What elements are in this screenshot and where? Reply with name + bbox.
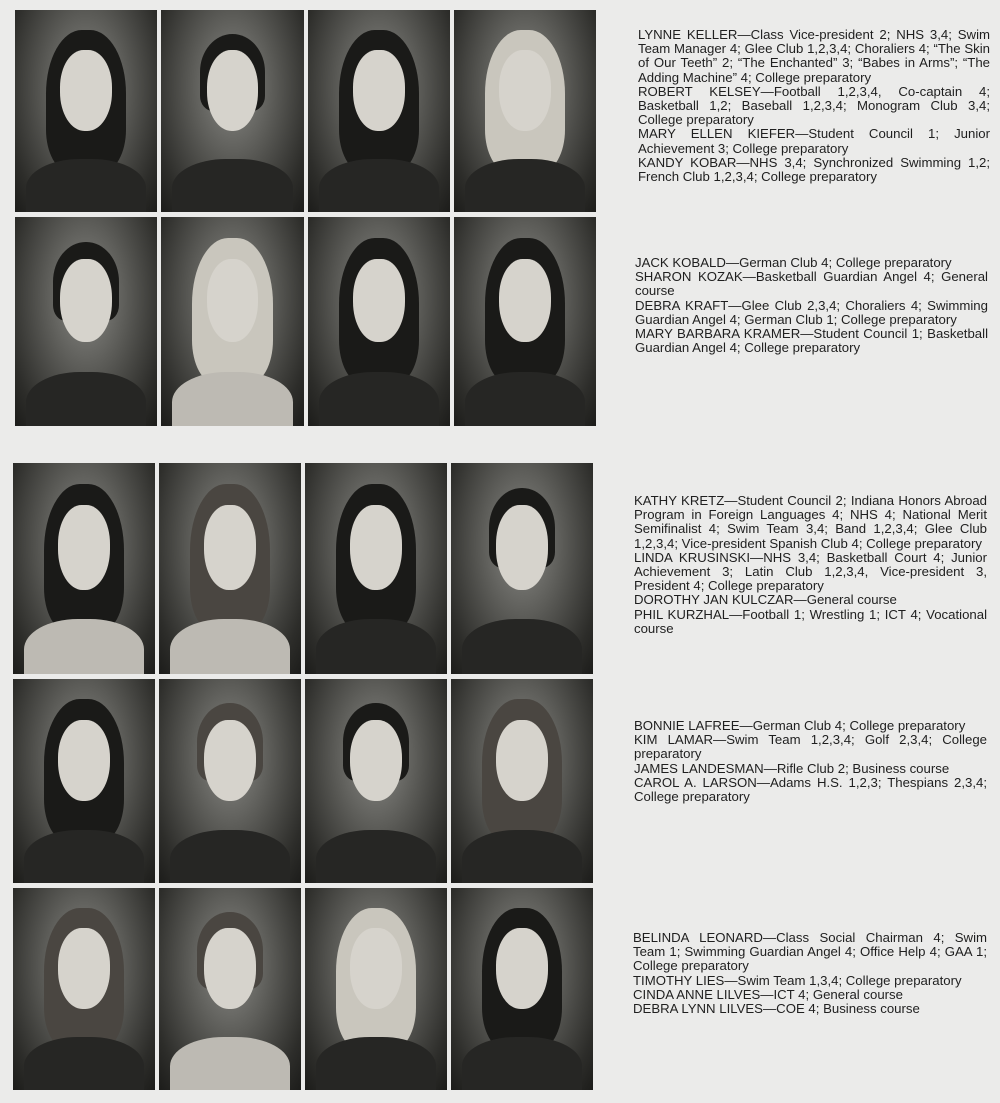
student-activities: Swim Team 1,2,3,4; Golf 2,3,4; College preparatory [634, 732, 987, 762]
senior-entry: BONNIE LAFREE—German Club 4; College preparatory [634, 718, 966, 733]
portrait-photo [308, 10, 450, 212]
portrait-photo [161, 10, 304, 212]
student-activities: German Club 4; College preparatory [739, 255, 952, 270]
senior-entry: ROBERT KELSEY—Football 1,2,3,4, Co-captain 4; Basketball 1,2; Baseball 1,2,3,4; Monogram Club 3,4; College preparatory [638, 83, 990, 128]
student-activities: General course [806, 592, 897, 608]
portrait-photo [454, 10, 596, 212]
student-name: CINDA ANNE LILVES [633, 986, 761, 1002]
portrait-photo [305, 679, 447, 883]
student-activities: ICT 4; General course [773, 986, 903, 1002]
senior-entry: TIMOTHY LIES—Swim Team 1,3,4; College preparatory [633, 972, 962, 988]
student-name: DOROTHY JAN KULCZAR [634, 592, 794, 608]
student-activities: Adams H.S. 1,2,3; Thespians 2,3,4; College preparatory [634, 774, 987, 805]
student-name: MARY ELLEN KIEFER [638, 126, 796, 142]
student-name: KIM LAMAR [634, 732, 714, 748]
portrait-photo [159, 679, 301, 883]
senior-entry: SHARON KOZAK—Basketball Guardian Angel 4; General course [635, 269, 988, 299]
senior-entry: LYNNE KELLER—Class Vice-president 2; NHS 3,4; Swim Team Manager 4; Glee Club 1,2,3,4; Choraliers 4; “The Skin of Our Teeth” 2; “The Enchanted” 3; “Babes in Arms”; “The Adding Machine” 4; College preparatory [638, 27, 990, 85]
senior-entry: MARY BARBARA KRAMER—Student Council 1; Basketball Guardian Angel 4; College preparatory [635, 326, 988, 356]
portrait-photo [13, 463, 155, 674]
portrait-photo [305, 888, 447, 1090]
senior-entry: JACK KOBALD—German Club 4; College preparatory [635, 255, 952, 270]
student-name: JACK KOBALD [635, 255, 726, 270]
senior-entry: MARY ELLEN KIEFER—Student Council 1; Junior Achievement 3; College preparatory [638, 126, 990, 156]
student-activities: NHS 3,4; Basketball Court 4; Junior Achievement 3; Latin Club 1,2,3,4, Vice-president 3, President 4; College preparatory [634, 549, 988, 594]
student-name: SHARON KOZAK [635, 269, 743, 285]
student-activities: Student Council 1; Basketball Guardian Angel 4; College preparatory [635, 326, 988, 356]
senior-entry: BELINDA LEONARD—Class Social Chairman 4; Swim Team 1; Swimming Guardian Angel 4; Office Help 4; GAA 1; College preparatory [633, 930, 987, 974]
portrait-photo [159, 888, 301, 1090]
portrait-photo [454, 217, 596, 426]
student-activities: German Club 4; College preparatory [752, 718, 966, 733]
student-name: KANDY KOBAR [638, 154, 737, 170]
senior-entry: LINDA KRUSINSKI—NHS 3,4; Basketball Court 4; Junior Achievement 3; Latin Club 1,2,3,4, Vice-president 3, President 4; College preparatory [634, 549, 988, 594]
senior-entry: DEBRA KRAFT—Glee Club 2,3,4; Choraliers 4; Swimming Guardian Angel 4; German Club 1; College preparatory [635, 297, 988, 327]
student-name: BELINDA LEONARD [633, 930, 763, 945]
student-name: DEBRA LYNN LILVES [633, 1001, 763, 1017]
senior-entry: DOROTHY JAN KULCZAR—General course [634, 592, 897, 608]
student-activities: Student Council 2; Indiana Honors Abroad Program in Foreign Languages 4; NHS 4; National Merit Semifinalist 4; Swim Team 3,4; Band 1,2,3,4; Glee Club 1,2,3,4; Vice-president Spanish Club 4; College preparatory [634, 493, 987, 551]
senior-entry: KATHY KRETZ—Student Council 2; Indiana Honors Abroad Program in Foreign Languages 4; NHS 4; National Merit Semifinalist 4; Swim Team 3,4; Band 1,2,3,4; Glee Club 1,2,3,4; Vice-president Spanish Club 4; College preparatory [634, 493, 987, 551]
student-name: JAMES LANDESMAN [634, 760, 764, 776]
student-name: LINDA KRUSINSKI [634, 549, 750, 565]
student-name: MARY BARBARA KRAMER [635, 326, 801, 342]
student-activities: Rifle Club 2; Business course [776, 760, 950, 776]
student-activities: Basketball Guardian Angel 4; General course [635, 269, 988, 299]
portrait-photo [308, 217, 450, 426]
caption-block-2 [635, 256, 988, 355]
portrait-photo [15, 10, 157, 212]
student-name: LYNNE KELLER [638, 27, 738, 42]
portrait-photo [13, 888, 155, 1090]
portrait-photo [13, 679, 155, 883]
student-activities: Football 1; Wrestling 1; ICT 4; Vocational course [634, 606, 987, 636]
student-name: CAROL A. LARSON [634, 774, 757, 790]
student-activities: Class Social Chairman 4; Swim Team 1; Swimming Guardian Angel 4; Office Help 4; GAA 1; College preparatory [633, 930, 987, 974]
portrait-photo [451, 463, 593, 674]
student-activities: Student Council 1; Junior Achievement 3; College preparatory [638, 126, 990, 156]
student-activities: NHS 3,4; Synchronized Swimming 1,2; French Club 1,2,3,4; College preparatory [638, 154, 990, 185]
senior-entry: PHIL KURZHAL—Football 1; Wrestling 1; ICT 4; Vocational course [634, 606, 987, 636]
caption-block-4 [634, 719, 987, 804]
student-name: ROBERT KELSEY [638, 83, 761, 99]
student-activities: Football 1,2,3,4, Co-captain 4; Basketball 1,2; Baseball 1,2,3,4; Monogram Club 3,4; College preparatory [638, 83, 990, 128]
portrait-photo [159, 463, 301, 674]
student-name: BONNIE LAFREE [634, 718, 740, 733]
senior-entry: KIM LAMAR—Swim Team 1,2,3,4; Golf 2,3,4; College preparatory [634, 732, 987, 762]
student-activities: Swim Team 1,3,4; College preparatory [737, 972, 962, 988]
portrait-photo [15, 217, 157, 426]
caption-block-1 [638, 28, 990, 184]
caption-block-5 [633, 931, 987, 1016]
senior-entry: CAROL A. LARSON—Adams H.S. 1,2,3; Thespians 2,3,4; College preparatory [634, 774, 987, 805]
senior-entry: DEBRA LYNN LILVES—COE 4; Business course [633, 1001, 920, 1017]
portrait-photo [451, 888, 593, 1090]
student-name: TIMOTHY LIES [633, 972, 725, 988]
senior-entry: KANDY KOBAR—NHS 3,4; Synchronized Swimming 1,2; French Club 1,2,3,4; College preparatory [638, 154, 990, 185]
student-name: PHIL KURZHAL [634, 606, 730, 622]
student-activities: COE 4; Business course [776, 1001, 920, 1017]
student-activities: Class Vice-president 2; NHS 3,4; Swim Team Manager 4; Glee Club 1,2,3,4; Choraliers 4; “The Skin of Our Teeth” 2; “The Enchanted” 3; “Babes in Arms”; “The Adding Machine” 4; College preparatory [638, 27, 990, 85]
student-name: KATHY KRETZ [634, 493, 725, 508]
senior-entry: CINDA ANNE LILVES—ICT 4; General course [633, 986, 903, 1002]
student-name: DEBRA KRAFT [635, 297, 729, 313]
portrait-photo [305, 463, 447, 674]
portrait-photo [161, 217, 304, 426]
senior-entry: JAMES LANDESMAN—Rifle Club 2; Business course [634, 760, 950, 776]
caption-block-3 [634, 494, 987, 636]
student-activities: Glee Club 2,3,4; Choraliers 4; Swimming Guardian Angel 4; German Club 1; College preparatory [635, 297, 988, 327]
portrait-photo [451, 679, 593, 883]
